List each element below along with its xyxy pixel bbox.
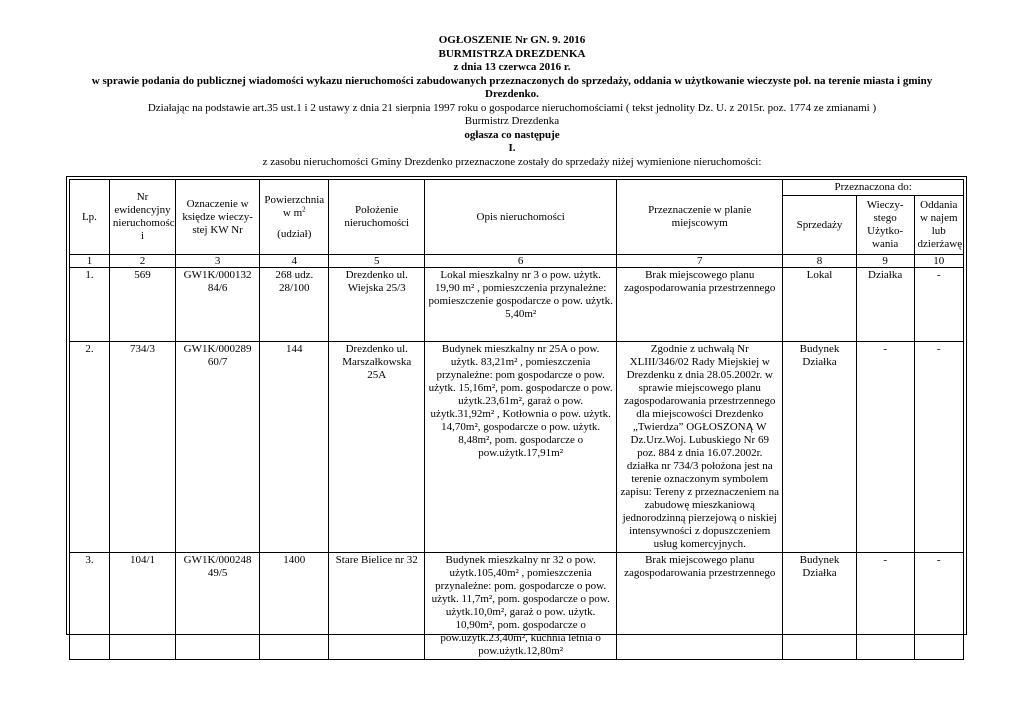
table-row: [70, 268, 964, 342]
row-location: Drezdenko ul. Marszałkowska 25A: [329, 342, 425, 553]
col-header-area-share: (udział): [277, 227, 312, 240]
col-header-nr: Nr ewidencyjny nieruchomośc i: [109, 180, 175, 255]
row-lp: 1.: [70, 268, 110, 342]
subject-line-2: Drezdenko.: [485, 88, 539, 100]
row-area: 1400: [260, 553, 329, 660]
col-header-location: Położenie nieruchomości: [329, 180, 425, 255]
row-lp: 2.: [70, 342, 110, 553]
row-sale: Budynek Działka: [783, 553, 857, 660]
row-perpetual: Działka: [856, 268, 914, 342]
section-number: I.: [508, 142, 516, 154]
row-plan: Brak miejscowego planu zagospodarowania przestrzennego: [617, 553, 783, 660]
column-number: 10: [914, 255, 963, 268]
row-description: Budynek mieszkalny nr 32 o pow. użytk.105,40m² , pomieszczenia przynależne: pom. gospodarcze o pow. użytk. 11,7m², pom. gospodarcze o pow. użytk.10,0m², garaż o pow. użytk. 10,90m², pom. gospodarcze o pow.użytk.23,40m², kuchnia letnia o pow.użytk.12,80m²: [425, 553, 617, 660]
mayor-line: Burmistrz Drezdenka: [464, 115, 560, 127]
subject-line: w sprawie podania do publicznej wiadomości wykazu nieruchomości zabudowanych przeznaczonych do sprzedaży, oddania w użytkowanie wieczyste poł. na terenie miasta i gminy: [91, 74, 933, 87]
property-table: [69, 179, 964, 660]
row-description: Lokal mieszkalny nr 3 o pow. użytk. 19,90 m² , pomieszczenia przynależne: pomieszczenie gospodarcze o pow. użytk. 5,40m²: [425, 268, 617, 342]
row-lp: 3.: [70, 553, 110, 660]
legal-basis: Działając na podstawie art.35 ust.1 i 2 ustawy z dnia 21 sierpnia 1997 roku o gospodarce nieruchomościami ( tekst jednolity Dz. U. z 2015r. poz. 1774 ze zmianami ): [147, 101, 877, 114]
intro-line: z zasobu nieruchomości Gminy Drezdenko przeznaczone zostały do sprzedaży niżej wymienione nieruchomości:: [262, 155, 762, 168]
row-land-register: GW1K/000132 84/6: [176, 268, 260, 342]
col-header-kw: Oznaczenie w księdze wieczy-stej KW Nr: [176, 180, 260, 255]
col-header-plan: Przeznaczenie w planie miejscowym: [617, 180, 783, 255]
column-number-row: [70, 255, 964, 268]
row-lease: -: [914, 268, 963, 342]
announcement-header: [0, 34, 1024, 169]
row-location: Stare Bielice nr 32: [329, 553, 425, 660]
row-parcel-number: 734/3: [109, 342, 175, 553]
row-description: Budynek mieszkalny nr 25A o pow. użytk. 83,21m² , pomieszczenia przynależne: pom gospodarcze o pow. użytk. 15,16m², pom. gospodarcze o pow. użytk.23,61m², garaż o pow. użytk.31,92m² , Kotłownia o pow. użytk. 14,70m², gospodarcze o pow. użytk. 8,48m², pom. gospodarcze o pow.użytk.17,91m²: [425, 342, 617, 553]
row-sale: Lokal: [783, 268, 857, 342]
column-number: 4: [260, 255, 329, 268]
col-header-lease: Oddania w najem lub dzierżawę: [914, 196, 963, 255]
row-parcel-number: 104/1: [109, 553, 175, 660]
row-location: Drezdenko ul. Wiejska 25/3: [329, 268, 425, 342]
col-header-area: [260, 180, 329, 255]
announcement-title: OGŁOSZENIE Nr GN. 9. 2016: [438, 34, 586, 46]
row-sale: Budynek Działka: [783, 342, 857, 553]
col-header-sale: Sprzedaży: [783, 196, 857, 255]
row-perpetual: -: [856, 342, 914, 553]
announces-line: ogłasza co następuje: [464, 128, 560, 141]
col-header-description: Opis nieruchomości: [425, 180, 617, 255]
col-header-area-label: Powierzchnia: [264, 193, 325, 206]
date-line: z dnia 13 czerwca 2016 r.: [453, 61, 571, 73]
column-number: 3: [176, 255, 260, 268]
table-row: [70, 553, 964, 660]
row-land-register: GW1K/000248 49/5: [176, 553, 260, 660]
row-plan: Zgodnie z uchwałą Nr XLIII/346/02 Rady Miejskiej w Drezdenku z dnia 28.05.2002r. w sprawie miejscowego planu zagospodarowania przestrzennego dla miejscowości Drezdenko „Twierdza” OGŁOSZONĄ W Dz.Urz.Woj. Lubuskiego Nr 69 poz. 884 z dnia 16.07.2002r. działka nr 734/3 położona jest na terenie oznaczonym symbolem zapisu: Tereny z przeznaczeniem na zabudowę mieszkaniową jednorodzinną pierzejową o niskiej intensywności z dopuszczeniem usług komercyjnych.: [617, 342, 783, 553]
row-lease: -: [914, 342, 963, 553]
issuer: BURMISTRZA DREZDENKA: [438, 47, 586, 60]
column-number: 2: [109, 255, 175, 268]
property-table-frame: [66, 176, 967, 657]
row-plan: Brak miejscowego planu zagospodarowania przestrzennego: [617, 268, 783, 342]
row-area: 144: [260, 342, 329, 553]
row-parcel-number: 569: [109, 268, 175, 342]
row-perpetual: -: [856, 553, 914, 660]
col-header-area-unit: w $m^2$: [282, 204, 306, 219]
table-row: [70, 342, 964, 553]
col-header-lp: Lp.: [70, 180, 110, 255]
column-number: 6: [425, 255, 617, 268]
col-header-perpetual: Wieczy-stego Użytko-wania: [856, 196, 914, 255]
row-lease: -: [914, 553, 963, 660]
column-number: 1: [70, 255, 110, 268]
column-number: 5: [329, 255, 425, 268]
column-number: 8: [783, 255, 857, 268]
row-area: 268 udz. 28/100: [260, 268, 329, 342]
column-number: 7: [617, 255, 783, 268]
col-header-intended: Przeznaczona do:: [783, 180, 964, 196]
column-number: 9: [856, 255, 914, 268]
row-land-register: GW1K/000289 60/7: [176, 342, 260, 553]
